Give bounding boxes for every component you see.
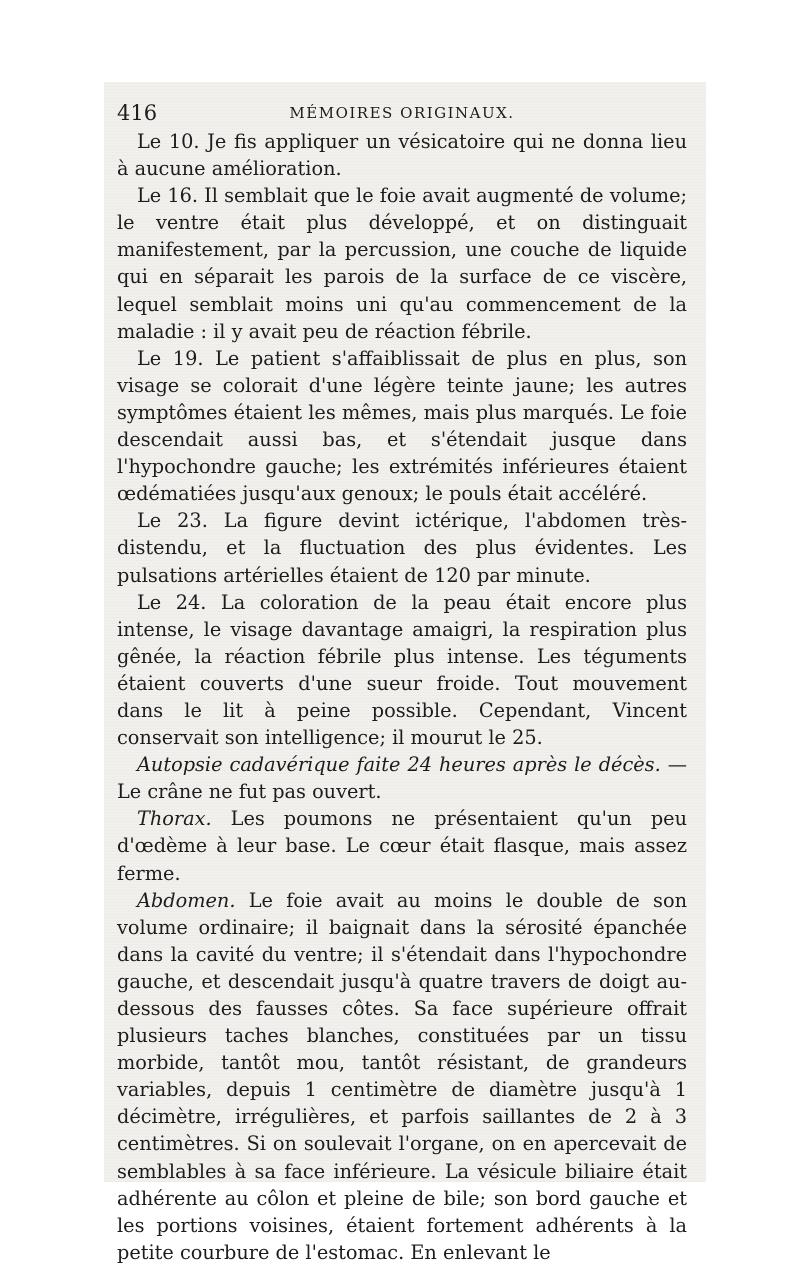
paragraph-autopsie: Autopsie cadavérique faite 24 heures après le décès. — Le crâne ne fut pas ouvert. xyxy=(117,753,687,804)
section-lead-abdomen: Abdomen. xyxy=(137,888,236,912)
running-title: MÉMOIRES ORIGINAUX. xyxy=(289,104,515,122)
paragraph-thorax: Thorax. Les poumons ne présentaient qu'un peu d'œdème à leur base. Le cœur était flasque, mais assez ferme. xyxy=(117,807,687,885)
page-header xyxy=(117,98,687,128)
paragraph-le-24: Le 24. La coloration de la peau était encore plus intense, le visage davantage amaigri, la respiration plus gênée, la réaction fébrile plus intense. Les téguments étaient couverts d'une sueur froide. Tout mouvement dans le lit à peine possible. Cependant, Vincent conservait son intelligence; il mourut le 25. xyxy=(117,590,687,750)
section-lead-autopsie: Autopsie cadavérique faite 24 heures après le décès. xyxy=(137,753,661,777)
paragraph-le-19: Le 19. Le patient s'affaiblissait de plus en plus, son visage se colorait d'une légère teinte jaune; les autres symptômes étaient les mêmes, mais plus marqués. Le foie descendait aussi bas, et s'étendait jusque dans l'hypochondre gauche; les extrémités inférieures étaient œdématiées jusqu'aux genoux; le pouls était accéléré. xyxy=(117,346,687,506)
paragraph-le-16: Le 16. Il semblait que le foie avait augmenté de volume; le ventre était plus développé, et on distinguait manifestement, par la percussion, une couche de liquide qui en séparait les parois de la surface de ce viscère, lequel semblait moins uni qu'au commencement de la maladie : il y avait peu de réaction fébrile. xyxy=(117,184,687,343)
paragraph-le-10: Le 10. Je fis appliquer un vésicatoire qui ne donna lieu à aucune amélioration. xyxy=(117,130,687,181)
section-lead-thorax: Thorax. xyxy=(137,807,212,831)
body-text xyxy=(117,128,687,1266)
page-number: 416 xyxy=(117,101,158,125)
paragraph-le-23: Le 23. La figure devint ictérique, l'abdomen très-distendu, et la fluctuation des plus évidentes. Les pulsations artérielles étaient de 120 par minute. xyxy=(117,509,687,587)
paragraph-abdomen: Abdomen. Le foie avait au moins le double de son volume ordinaire; il baignait dans la sérosité épanchée dans la cavité du ventre; il s'étendait dans l'hypochondre gauche, et descendait jusqu'à quatre travers de doigt au-dessous des fausses côtes. Sa face supérieure offrait plusieurs taches blanches, constituées par un tissu morbide, tantôt mou, tantôt résistant, de grandeurs variables, depuis 1 centimètre de diamètre jusqu'à 1 décimètre, irrégulières, et parfois saillantes de 2 à 3 centimètres. Si on soulevait l'organe, on en apercevait de semblables à sa face inférieure. La vésicule biliaire était adhérente au côlon et pleine de bile; son bord gauche et les portions voisines, étaient fortement adhérents à la petite courbure de l'estomac. En enlevant le xyxy=(117,888,687,1264)
